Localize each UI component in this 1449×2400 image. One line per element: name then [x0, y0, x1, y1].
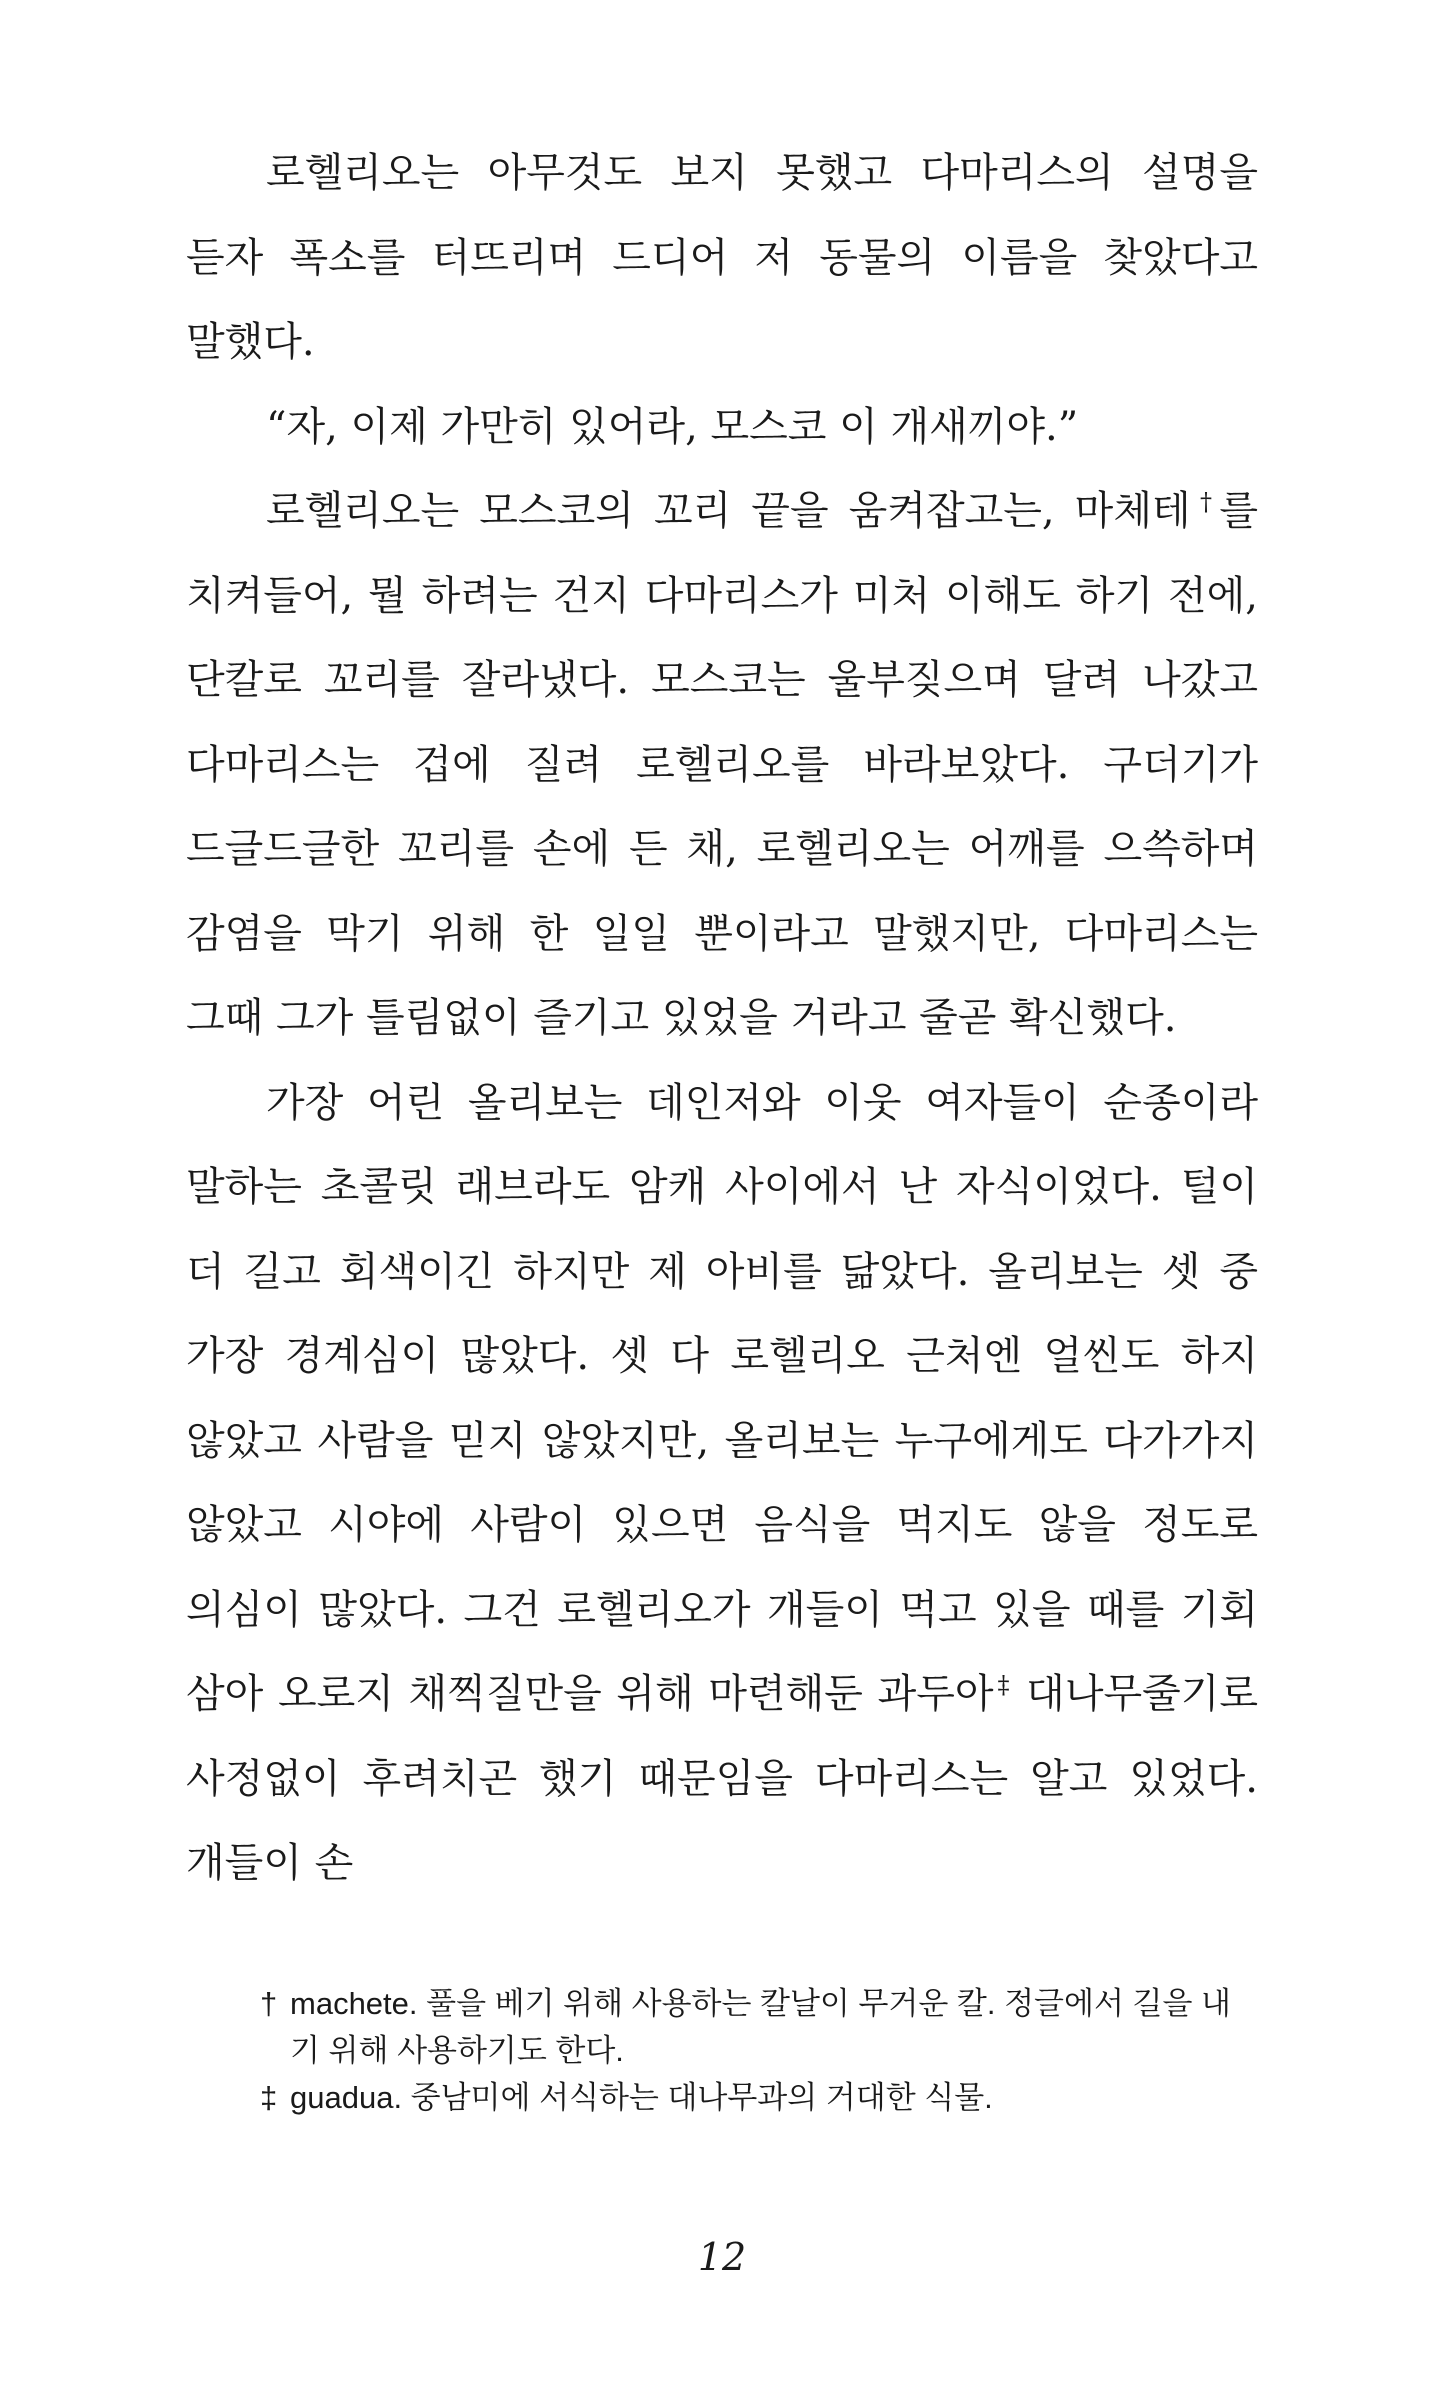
paragraph-text: 로헬리오는 아무것도 보지 못했고 다마리스의 설명을 듣자 폭소를 터뜨리며 드디어 저 동물의 이름을 찾았다고 말했다. — [186, 150, 1258, 365]
footnote-machete — [260, 1980, 1260, 2074]
footnote-mark: † — [260, 1986, 278, 2021]
footnote-text: guadua. 중남미에 서식하는 대나무과의 거대한 식물. — [290, 2080, 993, 2115]
footnote-reference-dagger: † — [1192, 487, 1220, 516]
paragraph-text: 로헬리오는 모스코의 꼬리 끝을 움켜잡고는, 마체테 — [266, 488, 1191, 534]
footnotes — [260, 1980, 1260, 2121]
body-text — [186, 131, 1258, 1906]
page-number: 12 — [697, 2235, 747, 2279]
paragraph-dialogue — [186, 385, 1258, 470]
footnote-text: machete. 풀을 베기 위해 사용하는 칼날이 무거운 칼. 정글에서 길을 내기 위해 사용하기도 한다. — [290, 1986, 1231, 2068]
footnote-reference-double-dagger: ‡ — [995, 1670, 1012, 1699]
footnote-guadua — [260, 2074, 1260, 2121]
paragraph-text: 가장 어린 올리보는 데인저와 이웃 여자들이 순종이라 말하는 초콜릿 래브라도 암캐 사이에서 난 자식이었다. 털이 더 길고 회색이긴 하지만 제 아비를 닮았다. 올리보는 셋 중 가장 경계심이 많았다. 셋 다 로헬리오 근처엔 얼씬도 하지 않았고 사람을 믿지 않았지만, 올리보는 누구에게도 다가가지 않았고 시야에 사람이 있으면 음식을 먹지도 않을 정도로 의심이 많았다. 그건 로헬리오가 개들이 먹고 있을 때를 기회 삼아 오로지 채찍질만을 위해 마련해둔 과두아 — [186, 1079, 1258, 1717]
footnote-mark: ‡ — [260, 2080, 278, 2115]
paragraph-text: 를 치켜들어, 뭘 하려는 건지 다마리스가 미처 이해도 하기 전에, 단칼로 꼬리를 잘라냈다. 모스코는 울부짖으며 달려 나갔고 다마리스는 겁에 질려 로헬리오를 바라보았다. 구더기가 드글드글한 꼬리를 손에 든 채, 로헬리오는 어깨를 으쓱하며 감염을 막기 위해 한 일일 뿐이라고 말했지만, 다마리스는 그때 그가 틀림없이 즐기고 있었을 거라고 줄곧 확신했다. — [186, 488, 1258, 1041]
paragraph — [186, 469, 1258, 1061]
paragraph-text: 대나무줄기로 사정없이 후려치곤 했기 때문임을 다마리스는 알고 있었다. 개들이 손 — [186, 1671, 1259, 1886]
paragraph — [186, 131, 1258, 385]
paragraph — [186, 1061, 1258, 1906]
paragraph-text: “자, 이제 가만히 있어라, 모스코 이 개새끼야.” — [266, 403, 1079, 450]
book-page — [186, 0, 1258, 2400]
